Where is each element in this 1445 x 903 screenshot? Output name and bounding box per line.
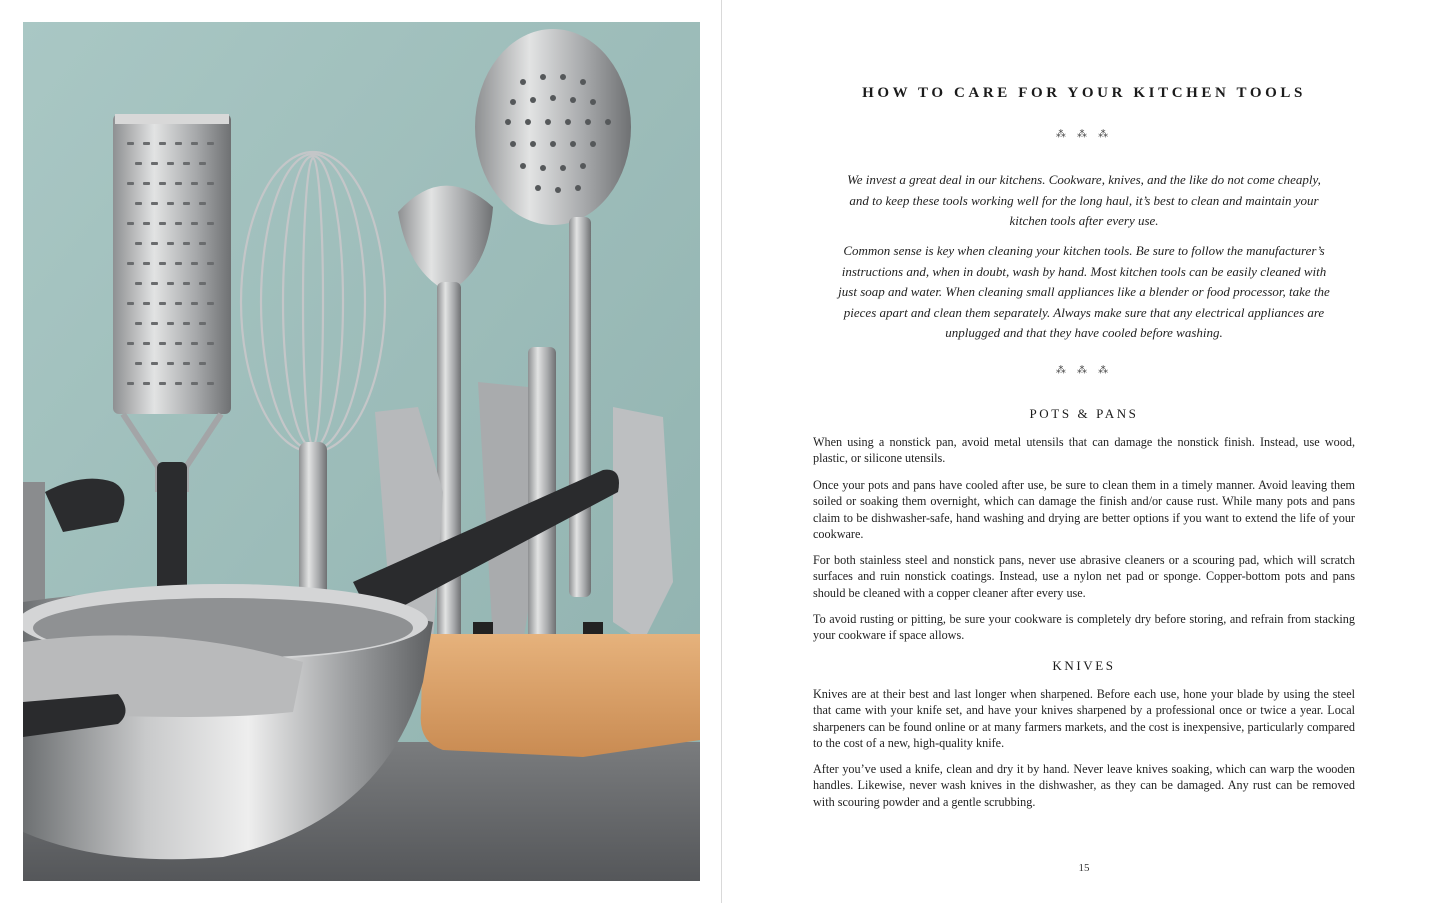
section-heading-knives: KNIVES [1052, 658, 1116, 673]
ornament-divider: ⁂ ⁂ ⁂ [1055, 365, 1113, 376]
left-page [0, 0, 722, 903]
wooden-holder [421, 634, 700, 757]
kitchen-utensils-photo [23, 22, 700, 881]
page-title: HOW TO CARE FOR YOUR KITCHEN TOOLS [862, 85, 1306, 101]
body-paragraph: Knives are at their best and last longer when sharpened. Before each use, hone your blade by using the steel that came with your knife set, and have your knives sharpened by a professional once or twice a year. Local sharpeners can be found online or at many farmers markets, and the cost is inexpensive, particularly compared to the cost of a new, high-quality knife. [813, 687, 1355, 750]
intro-paragraph: We invest a great deal in our kitchens. Cookware, knives, and the like do not come cheaply, and to keep these tools working well for the long haul, it’s best to clean and maintain your kitchen tools after every use. [847, 172, 1321, 228]
section-heading-pots-and-pans: POTS & PANS [1029, 406, 1139, 421]
right-page [723, 0, 1445, 903]
body-paragraph: To avoid rusting or pitting, be sure your cookware is completely dry before storing, and refrain from stacking your cookware if space allows. [813, 612, 1355, 643]
body-paragraph: When using a nonstick pan, avoid metal utensils that can damage the nonstick finish. Instead, use wood, plastic, or silicone utensils. [813, 435, 1355, 466]
body-paragraph: After you’ve used a knife, clean and dry it by hand. Never leave knives soaking, which can warp the wooden handles. Likewise, never wash knives in the dishwasher, as they can be damaged. Any rust can be removed with scouring powder and a gentle scrubbing. [813, 762, 1355, 809]
body-paragraph: For both stainless steel and nonstick pans, never use abrasive cleaners or a scouring pad, which will scratch surfaces and ruin nonstick coatings. Instead, use a nylon net pad or sponge. Copper-bottom pots and pans should be cleaned with a copper cleaner after every use. [813, 553, 1355, 600]
body-paragraph: Once your pots and pans have cooled after use, be sure to clean them in a timely manner. Avoid leaving them soiled or soaking them overnight, which can damage the finish and/or cause rust. While many pots and pans claim to be dishwasher-safe, hand washing and drying are better options if you want to extend the life of your cookware. [813, 478, 1355, 541]
page-number: 15 [1078, 862, 1090, 874]
whisk-handle [299, 442, 327, 602]
intro-paragraph: Common sense is key when cleaning your kitchen tools. Be sure to follow the manufacturer’s instructions and, when in doubt, wash by hand. Most kitchen tools can be easily cleaned with just soap and water. When cleaning small appliances like a blender or food processor, take the pieces apart and clean them separately. Always make sure that any electrical appliances are unplugged and that they have cooled before washing. [838, 243, 1330, 340]
ornament-divider: ⁂ ⁂ ⁂ [1055, 129, 1113, 140]
